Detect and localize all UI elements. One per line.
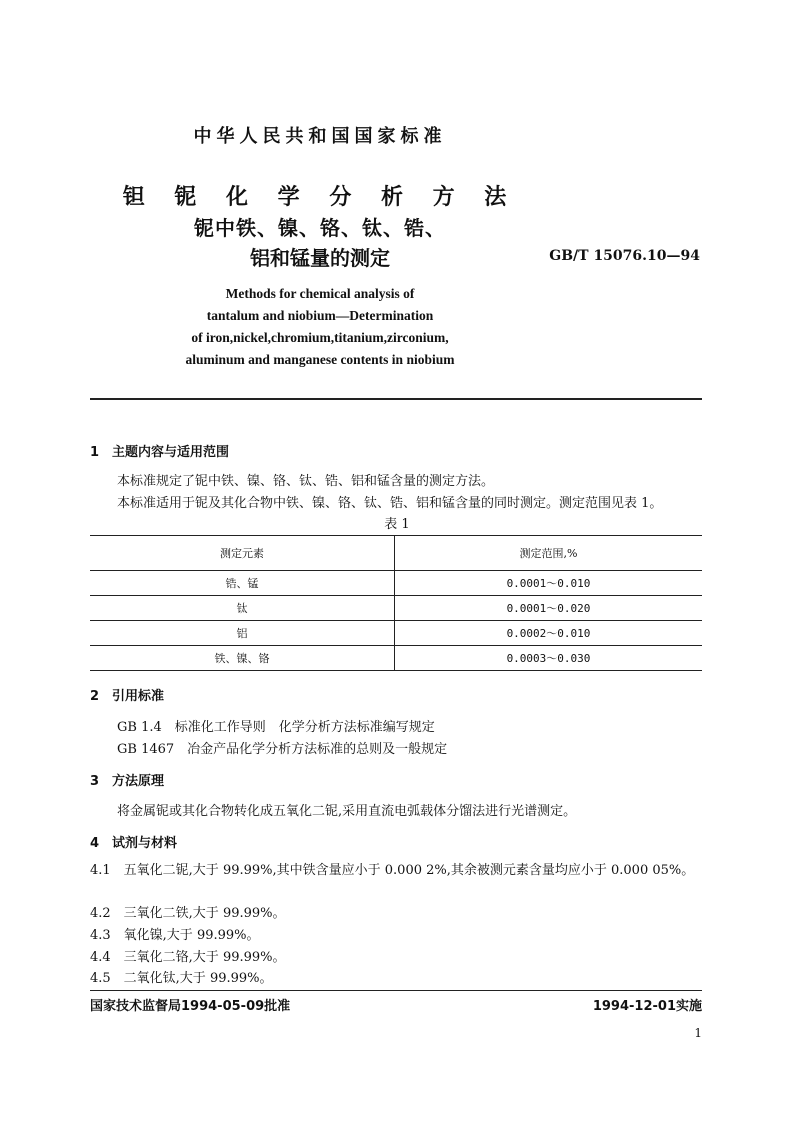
table-cell-element: 铁、镍、铬 xyxy=(90,646,395,671)
table-row xyxy=(90,621,702,646)
table-row xyxy=(90,571,702,596)
english-title-line: tantalum and niobium—Determination xyxy=(206,308,434,323)
reagent-item: 4.3 氧化镍,大于 99.99%。 xyxy=(90,928,260,943)
section-number: 2 xyxy=(90,689,100,704)
section-3-paragraph: 将金属铌或其化合物转化成五氧化二铌,采用直流电弧载体分馏法进行光谱测定。 xyxy=(117,804,577,819)
approval-date: 国家技术监督局1994-05-09批准 xyxy=(90,999,291,1014)
section-1-paragraph: 本标准适用于铌及其化合物中铁、镍、铬、钛、锆、铝和锰含量的同时测定。测定范围见表 1。 xyxy=(117,496,663,511)
section-title: 方法原理 xyxy=(112,774,165,789)
english-title-line: of iron,nickel,chromium,titanium,zirconium, xyxy=(191,330,449,345)
document-title-line1: 钽 铌 化 学 分 析 方 法 xyxy=(122,185,518,210)
section-4-heading xyxy=(90,832,177,851)
section-3-heading xyxy=(90,770,164,789)
section-title: 主题内容与适用范围 xyxy=(112,445,230,460)
table-row xyxy=(90,596,702,621)
implementation-date: 1994-12-01实施 xyxy=(592,999,702,1014)
reagent-item: 4.5 二氧化钛,大于 99.99%。 xyxy=(90,971,273,986)
standard-number: GB/T 15076.10—94 xyxy=(549,248,700,264)
footer-divider xyxy=(90,990,702,991)
section-number: 3 xyxy=(90,774,100,789)
document-title-line2: 铌中铁、镍、铬、钛、锆、 xyxy=(194,216,446,240)
section-1-paragraph: 本标准规定了铌中铁、镍、铬、钛、锆、铝和锰含量的测定方法。 xyxy=(117,474,495,489)
english-title-line: aluminum and manganese contents in niobium xyxy=(185,352,455,367)
reference-item: GB 1.4 标准化工作导则 化学分析方法标准编写规定 xyxy=(117,720,435,735)
table-cell-range: 0.0003～0.030 xyxy=(395,646,703,671)
english-title-line: Methods for chemical analysis of xyxy=(225,286,415,301)
table-1 xyxy=(90,535,702,671)
table-cell-range: 0.0001～0.010 xyxy=(395,571,703,596)
section-1-heading xyxy=(90,441,229,460)
table-cell-element: 铝 xyxy=(90,621,395,646)
section-2-heading xyxy=(90,685,164,704)
section-number: 1 xyxy=(90,445,100,460)
table-cell-element: 锆、锰 xyxy=(90,571,395,596)
table-header-cell: 测定元素 xyxy=(90,536,395,571)
reference-item: GB 1467 冶金产品化学分析方法标准的总则及一般规定 xyxy=(117,742,448,757)
national-standard-heading: 中华人民共和国国家标准 xyxy=(193,126,447,147)
table-header-row xyxy=(90,536,702,571)
table-row xyxy=(90,646,702,671)
reagent-item: 4.1 五氧化二铌,大于 99.99%,其中铁含量应小于 0.000 2%,其余被测元素含量均应小于 0.000 05%。 xyxy=(90,863,695,878)
table-cell-range: 0.0001～0.020 xyxy=(395,596,703,621)
table-1-caption: 表 1 xyxy=(384,517,410,532)
table-header-cell: 测定范围,% xyxy=(395,536,703,571)
reagent-item: 4.2 三氧化二铁,大于 99.99%。 xyxy=(90,906,286,921)
section-title: 引用标准 xyxy=(112,689,165,704)
table-cell-range: 0.0002～0.010 xyxy=(395,621,703,646)
page-number: 1 xyxy=(694,1026,702,1040)
reagent-item: 4.4 三氧化二铬,大于 99.99%。 xyxy=(90,950,286,965)
document-title-line3: 铝和锰量的测定 xyxy=(250,246,390,270)
section-title: 试剂与材料 xyxy=(112,836,178,851)
header-divider xyxy=(90,398,702,400)
section-number: 4 xyxy=(90,836,100,851)
table-cell-element: 钛 xyxy=(90,596,395,621)
